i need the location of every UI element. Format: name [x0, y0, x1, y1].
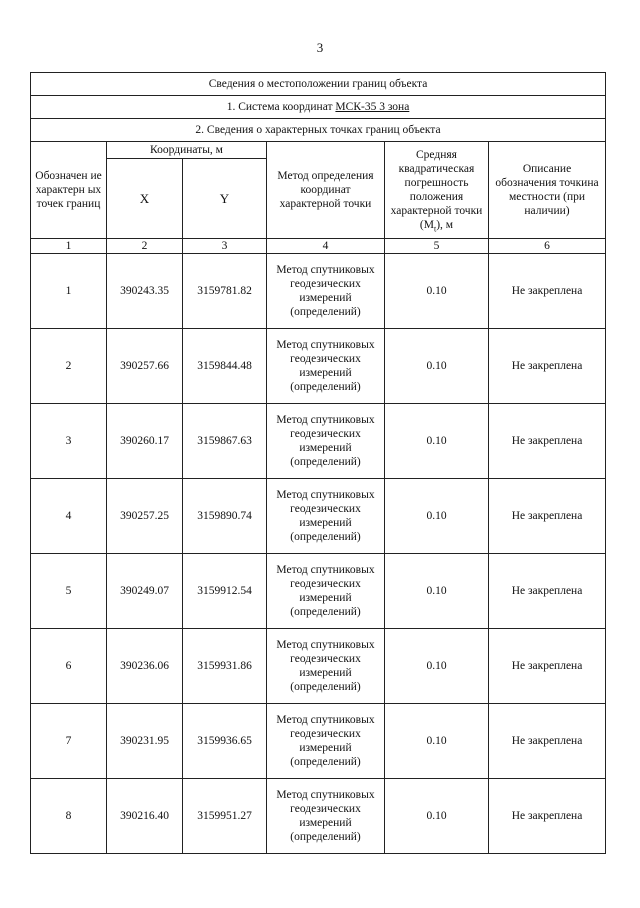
- coordinate-x: 390231.95: [107, 704, 183, 779]
- table-row: [31, 404, 606, 479]
- method: Метод спутниковых геодезических измерений (определений): [267, 404, 385, 479]
- point-description: Не закреплена: [489, 479, 606, 554]
- coordinate-x: 390257.25: [107, 479, 183, 554]
- point-description: Не закреплена: [489, 329, 606, 404]
- coordinate-x: 390260.17: [107, 404, 183, 479]
- rms-error: 0.10: [385, 479, 489, 554]
- column-number: 1: [31, 239, 107, 254]
- table-row: [31, 704, 606, 779]
- rms-error: 0.10: [385, 254, 489, 329]
- method: Метод спутниковых геодезических измерений (определений): [267, 779, 385, 854]
- coordinate-y: 3159936.65: [183, 704, 267, 779]
- column-number: 4: [267, 239, 385, 254]
- coordinate-x: 390249.07: [107, 554, 183, 629]
- header-coordinates: Координаты, м: [107, 142, 267, 159]
- rms-error: 0.10: [385, 329, 489, 404]
- header-row-top: [31, 142, 606, 159]
- method: Метод спутниковых геодезических измерений (определений): [267, 329, 385, 404]
- coordinate-system-row: [31, 96, 606, 119]
- header-x: X: [107, 159, 183, 239]
- table-row: [31, 329, 606, 404]
- coordinate-y: 3159931.86: [183, 629, 267, 704]
- point-description: Не закреплена: [489, 779, 606, 854]
- header-error-text: Средняя квадратическая погрешность положения характерной точки (M: [390, 149, 483, 231]
- point-number: 7: [31, 704, 107, 779]
- header-method: Метод определения координат характерной точки: [267, 142, 385, 239]
- section-title-row: [31, 119, 606, 142]
- boundary-points-table: [30, 72, 606, 854]
- coordinate-y: 3159890.74: [183, 479, 267, 554]
- table-row: [31, 629, 606, 704]
- point-number: 6: [31, 629, 107, 704]
- point-description: Не закреплена: [489, 404, 606, 479]
- point-number: 1: [31, 254, 107, 329]
- rms-error: 0.10: [385, 704, 489, 779]
- coordinate-y: 3159912.54: [183, 554, 267, 629]
- coordinate-y: 3159781.82: [183, 254, 267, 329]
- point-description: Не закреплена: [489, 554, 606, 629]
- point-description: Не закреплена: [489, 704, 606, 779]
- column-number-row: [31, 239, 606, 254]
- coordinate-system: [31, 96, 606, 119]
- method: Метод спутниковых геодезических измерений (определений): [267, 629, 385, 704]
- rms-error: 0.10: [385, 554, 489, 629]
- header-error-subscript: t: [433, 224, 437, 234]
- section-title: 2. Сведения о характерных точках границ объекта: [31, 119, 606, 142]
- header-error-unit: ), м: [436, 219, 454, 231]
- page-number: 3: [316, 40, 324, 55]
- coordinate-x: 390243.35: [107, 254, 183, 329]
- method: Метод спутниковых геодезических измерений (определений): [267, 554, 385, 629]
- point-number: 4: [31, 479, 107, 554]
- column-number: 6: [489, 239, 606, 254]
- column-number: 2: [107, 239, 183, 254]
- point-description: Не закреплена: [489, 254, 606, 329]
- rms-error: 0.10: [385, 404, 489, 479]
- header-description: Описание обозначения точкина местности (при наличии): [489, 142, 606, 239]
- header-designation: Обозначен ие характерн ых точек границ: [31, 142, 107, 239]
- table-row: [31, 479, 606, 554]
- coordinate-y: 3159951.27: [183, 779, 267, 854]
- point-number: 8: [31, 779, 107, 854]
- point-description: Не закреплена: [489, 629, 606, 704]
- rms-error: 0.10: [385, 629, 489, 704]
- point-number: 2: [31, 329, 107, 404]
- header-error: [385, 142, 489, 239]
- coordinate-system-name: МСК-35 3 зона: [335, 101, 410, 113]
- header-y: Y: [183, 159, 267, 239]
- coordinate-x: 390216.40: [107, 779, 183, 854]
- table-row: [31, 779, 606, 854]
- table-title-row: [31, 73, 606, 96]
- point-number: 5: [31, 554, 107, 629]
- coordinate-y: 3159867.63: [183, 404, 267, 479]
- table-row: [31, 254, 606, 329]
- point-number: 3: [31, 404, 107, 479]
- method: Метод спутниковых геодезических измерений (определений): [267, 479, 385, 554]
- method: Метод спутниковых геодезических измерений (определений): [267, 254, 385, 329]
- table-title: Сведения о местоположении границ объекта: [31, 73, 606, 96]
- coordinate-system-prefix: 1. Система координат: [226, 101, 336, 113]
- table-row: [31, 554, 606, 629]
- method: Метод спутниковых геодезических измерений (определений): [267, 704, 385, 779]
- table-body: [31, 73, 606, 854]
- column-number: 3: [183, 239, 267, 254]
- column-number: 5: [385, 239, 489, 254]
- coordinate-y: 3159844.48: [183, 329, 267, 404]
- coordinate-x: 390257.66: [107, 329, 183, 404]
- rms-error: 0.10: [385, 779, 489, 854]
- coordinate-x: 390236.06: [107, 629, 183, 704]
